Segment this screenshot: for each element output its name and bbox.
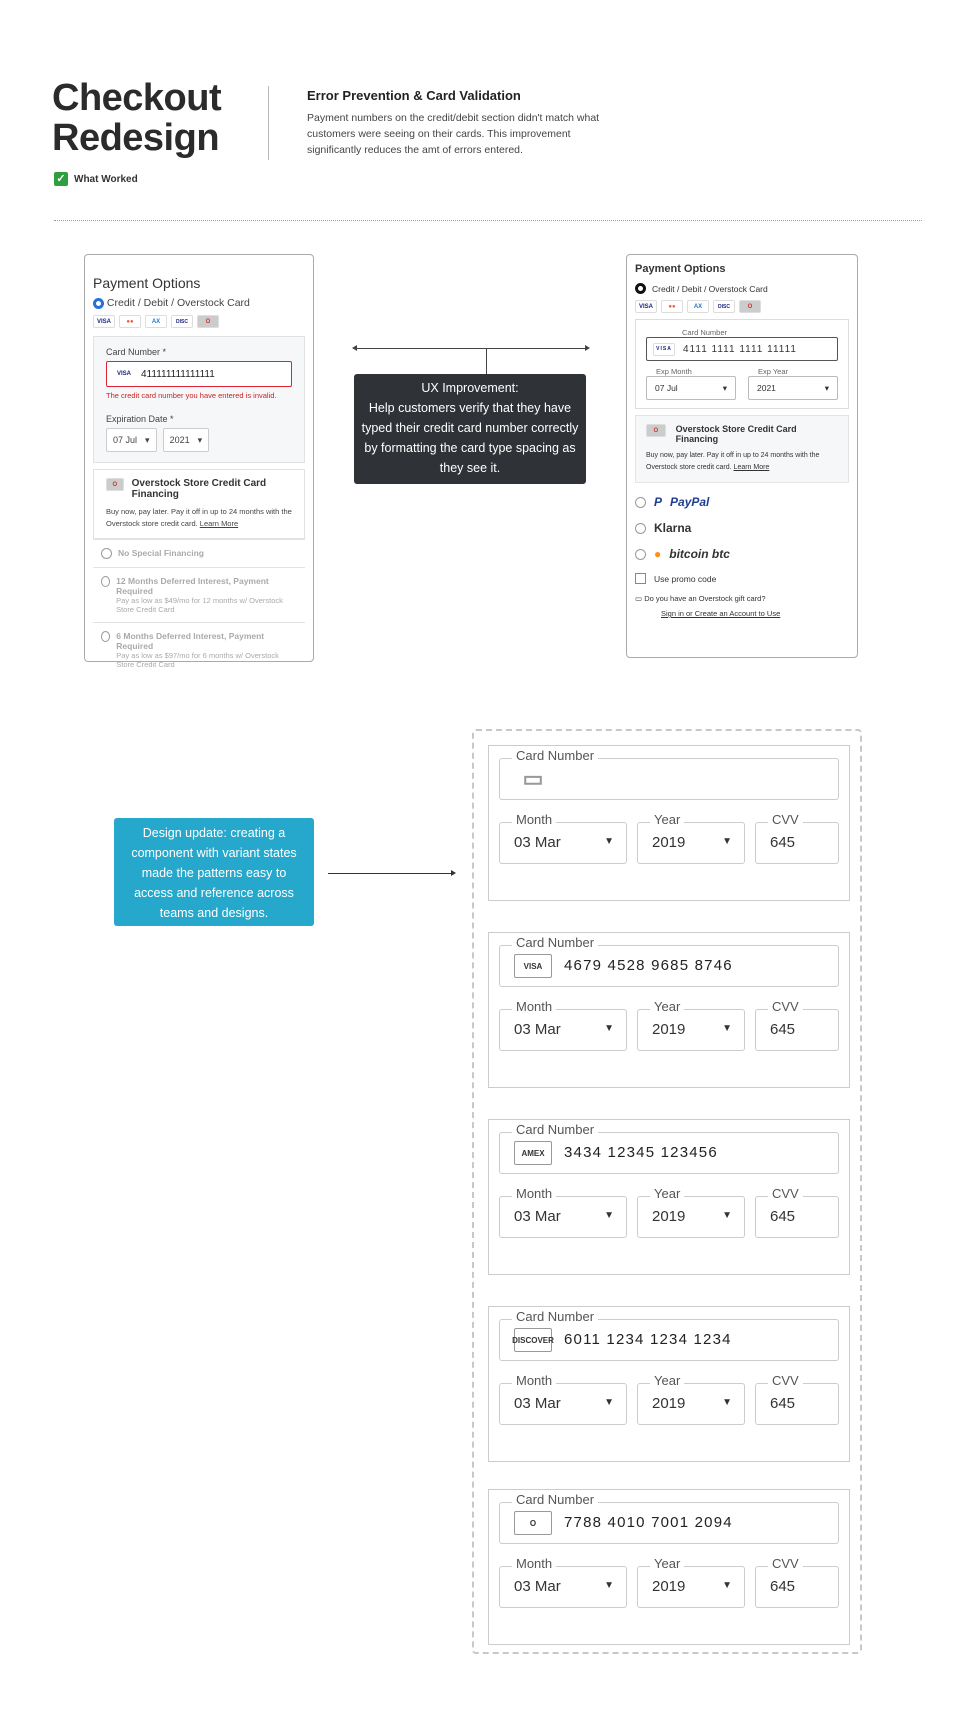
arrow-stem	[486, 348, 487, 374]
cvv-field[interactable]: CVV 645	[755, 1383, 839, 1425]
paypal-option[interactable]: P PayPal	[635, 495, 849, 509]
year-select[interactable]: Year 2019 ▼	[637, 1383, 745, 1425]
divider	[54, 220, 922, 221]
card-variant	[488, 1306, 850, 1462]
card-logos: VISA ●● AX DISC O	[93, 315, 305, 328]
card-variant	[488, 1119, 850, 1275]
cvv-field[interactable]: CVV 645	[755, 822, 839, 864]
bitcoin-option[interactable]: ● bitcoin btc	[635, 547, 849, 561]
card-number-field[interactable]: Card Number VISA 4679 4528 9685 8746	[499, 945, 839, 987]
card-number-input[interactable]: VISA 411111111111111	[106, 361, 292, 387]
divider	[268, 86, 269, 160]
what-worked-badge: ✓ What Worked	[54, 172, 138, 186]
year-select[interactable]: Year 2019 ▼	[637, 822, 745, 864]
option-6[interactable]: 6 Months Deferred Interest, Payment Required Pay as low as $97/mo for 6 months w/ Overstock Store Credit Card	[93, 622, 305, 677]
form-title: Payment Options	[635, 263, 726, 275]
promo-checkbox[interactable]: Use promo code	[635, 573, 849, 584]
cvv-field[interactable]: CVV 645	[755, 1566, 839, 1608]
learn-more-link[interactable]: Learn More	[199, 519, 239, 528]
ux-callout: UX Improvement: Help customers verify that they have typed their credit card number correctly by formatting the card type spacing as they see it.	[354, 374, 586, 484]
card-type-icon: VISA	[514, 954, 552, 978]
new-payment-form: Payment Options Credit / Debit / Overstock Card VISA ●● AX DISC O Card Number VISA 4111 1111 1111 11111 Exp Month 07 Jul ▾ Exp Year 2021 ▾ O Overstock Store Credit Card Financing Buy now, pay later. Pay it off in up to 24 months with the Overstock store credit card. Learn More P PayPal Klarna ● bitcoin btc Use promo code ▭ Do you have an Overstock gift card? Sign in or Create an Account to Use	[626, 254, 858, 658]
card-variant	[488, 932, 850, 1088]
design-update-note: Design update: creating a component with variant states made the patterns easy to access and reference across teams and designs.	[114, 818, 314, 926]
card-type-icon: DISCOVER	[514, 1328, 552, 1352]
arrow-right	[328, 873, 454, 874]
financing-block: O Overstock Store Credit Card Financing Buy now, pay later. Pay it off in up to 24 months with the Overstock store credit card. Learn More	[635, 415, 849, 483]
month-select[interactable]: Month 03 Mar ▼	[499, 1196, 627, 1238]
cvv-field[interactable]: CVV 645	[755, 1009, 839, 1051]
exp-month-select[interactable]: 07 Jul ▾	[646, 376, 736, 400]
error-message: The credit card number you have entered is invalid.	[106, 391, 277, 400]
double-arrow	[354, 348, 588, 349]
card-variant	[488, 745, 850, 901]
section-title: Error Prevention & Card Validation	[307, 88, 521, 103]
page-title: Checkout Redesign	[52, 77, 222, 159]
radio-credit[interactable]: Credit / Debit / Overstock Card	[93, 297, 305, 309]
month-select[interactable]: Month 03 Mar ▼	[499, 1383, 627, 1425]
learn-more-link[interactable]: Learn More	[733, 464, 770, 471]
card-variant	[488, 1489, 850, 1645]
month-select[interactable]: Month 03 Mar ▼	[499, 1566, 627, 1608]
month-select[interactable]: Month 03 Mar ▼	[499, 1009, 627, 1051]
month-select[interactable]: 07 Jul ▾	[106, 428, 157, 452]
card-type-icon: O	[514, 1511, 552, 1535]
paypal-icon: P	[654, 495, 663, 509]
financing-block: O Overstock Store Credit Card Financing Buy now, pay later. Pay it off in up to 24 months with the Overstock store credit card. Learn More	[93, 469, 305, 539]
card-type-icon: ▭	[522, 766, 544, 791]
card-type-icon: AMEX	[514, 1141, 552, 1165]
check-icon: ✓	[54, 172, 68, 186]
year-select[interactable]: Year 2019 ▼	[637, 1566, 745, 1608]
card-number-input[interactable]: VISA 4111 1111 1111 11111	[646, 337, 838, 361]
year-select[interactable]: 2021 ▾	[163, 428, 210, 452]
old-payment-form	[84, 254, 314, 669]
year-select[interactable]: Year 2019 ▼	[637, 1009, 745, 1051]
card-number-field[interactable]: Card Number AMEX 3434 12345 123456	[499, 1132, 839, 1174]
card-panel: Card Number * VISA 411111111111111 The credit card number you have entered is invalid. Expiration Date * 07 Jul ▾ 2021 ▾	[93, 336, 305, 463]
card-number-field[interactable]: Card Number DISCOVER 6011 1234 1234 1234	[499, 1319, 839, 1361]
card-number-field[interactable]: Card Number ▭	[499, 758, 839, 800]
card-number-field[interactable]: Card Number O 7788 4010 7001 2094	[499, 1502, 839, 1544]
component-variants	[472, 729, 862, 1654]
klarna-option[interactable]: Klarna	[635, 521, 849, 535]
month-select[interactable]: Month 03 Mar ▼	[499, 822, 627, 864]
signin-link[interactable]: Sign in or Create an Account to Use	[661, 609, 781, 618]
card-logos: VISA ●● AX DISC O	[635, 300, 849, 313]
form-title: Payment Options	[93, 275, 201, 291]
year-select[interactable]: Year 2019 ▼	[637, 1196, 745, 1238]
bitcoin-icon: ●	[654, 547, 662, 561]
gift-card-icon: ▭	[635, 594, 643, 603]
section-description: Payment numbers on the credit/debit section didn't match what customers were seeing on their cards. This improvement significantly reduces the amt of errors entered.	[307, 112, 600, 156]
option-12[interactable]: 12 Months Deferred Interest, Payment Required Pay as low as $49/mo for 12 months w/ Overstock Store Credit Card	[93, 567, 305, 622]
cvv-field[interactable]: CVV 645	[755, 1196, 839, 1238]
radio-credit[interactable]: Credit / Debit / Overstock Card	[635, 283, 849, 294]
exp-year-select[interactable]: 2021 ▾	[748, 376, 838, 400]
option-none[interactable]: No Special Financing	[93, 539, 305, 567]
card-panel: Card Number VISA 4111 1111 1111 11111 Exp Month 07 Jul ▾ Exp Year 2021 ▾	[635, 319, 849, 409]
